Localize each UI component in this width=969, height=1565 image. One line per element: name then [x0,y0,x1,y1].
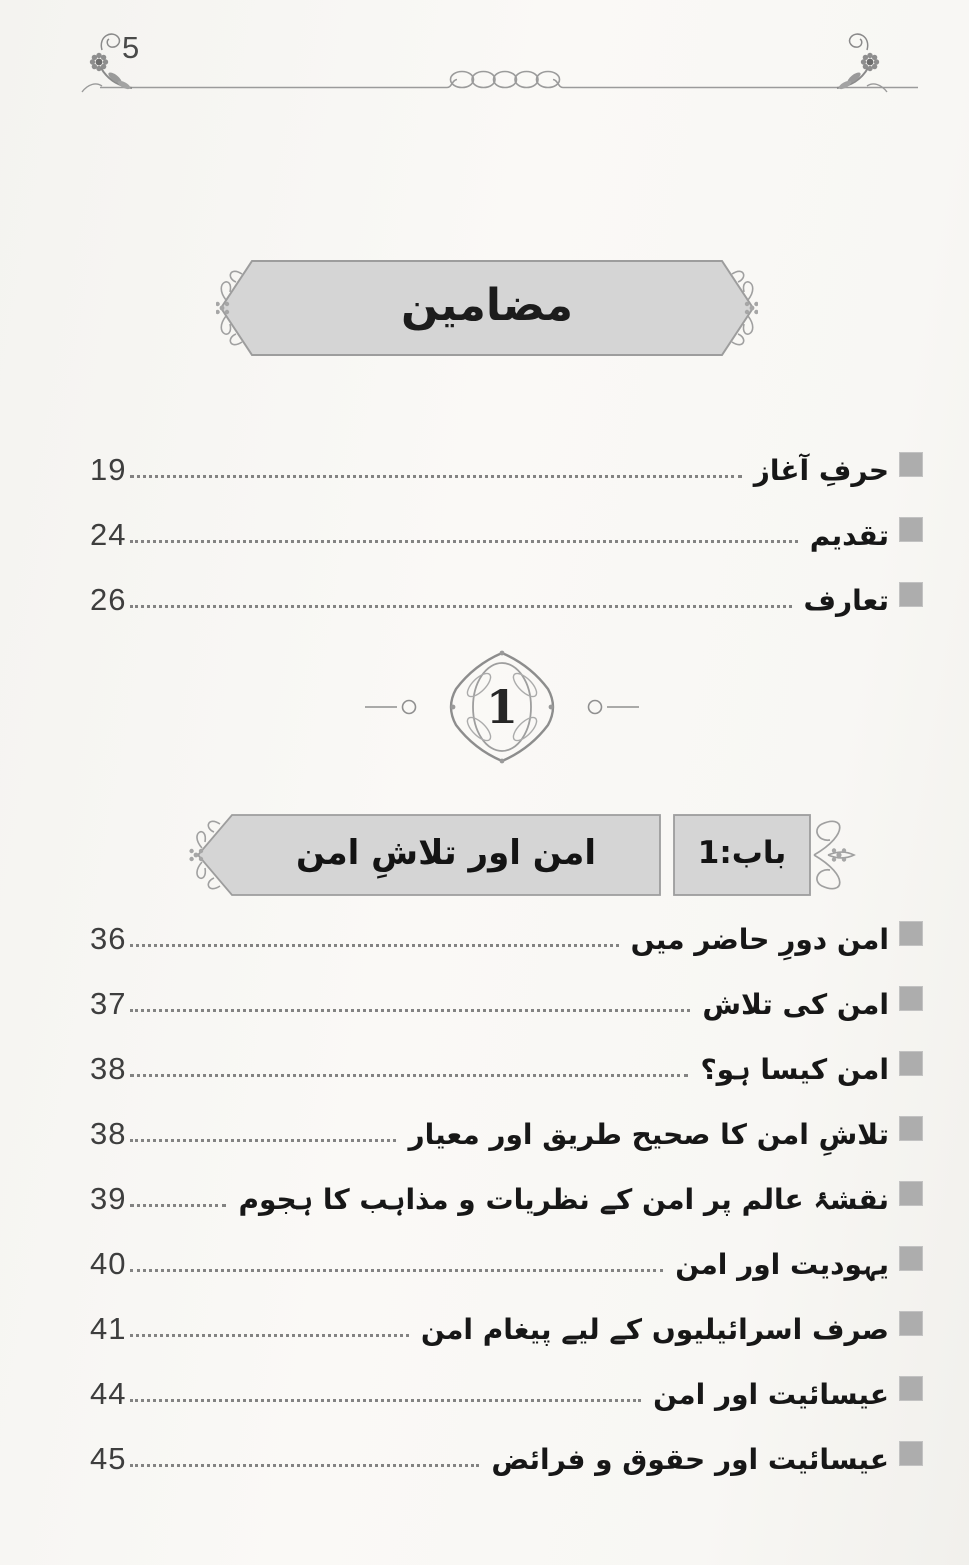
entry-bullet-icon [899,1051,923,1076]
entry-bullet-icon [899,1181,923,1206]
dotted-leader [130,1204,226,1207]
flower-ornament-right-icon [837,34,887,92]
toc-entry [0,1419,969,1484]
toc-entry [0,1224,969,1289]
chapter-number: 1 [485,680,518,734]
entry-page-number: 39 [90,1181,127,1216]
entry-page-number: 40 [90,1246,127,1281]
entry-title: نقشۂ عالم پر امن کے نظریات و مذاہب کا ہجوم [238,1183,889,1216]
entry-title: تلاشِ امن کا صحیح طریق اور معیار [408,1118,889,1151]
toc-entry [0,1354,969,1419]
toc-entry [0,495,969,560]
entry-page-number: 36 [90,921,127,956]
toc-entry [0,899,969,964]
entry-title: تقدیم [809,519,889,552]
dotted-leader [130,1269,663,1272]
toc-entry [0,560,969,625]
entry-page-number: 19 [90,452,127,487]
entry-title: یہودیت اور امن [675,1248,889,1281]
entry-page-number: 38 [90,1051,127,1086]
entry-bullet-icon [899,1441,923,1466]
entry-page-number: 44 [90,1376,127,1411]
toc-entry [0,1289,969,1354]
dotted-leader [130,1074,688,1077]
entry-bullet-icon [899,921,923,946]
entry-title: صرف اسرائیلیوں کے لیے پیغام امن [420,1313,889,1346]
contents-title: مضامین [401,279,573,331]
entry-bullet-icon [899,1376,923,1401]
entry-title: عیسائیت اور امن [653,1378,889,1411]
dotted-leader [130,1139,396,1142]
entry-bullet-icon [899,452,923,477]
dotted-leader [130,540,797,543]
entry-page-number: 38 [90,1116,127,1151]
chapter-title: امن اور تلاشِ امن [296,833,596,873]
entry-title: عیسائیت اور حقوق و فرائض [491,1443,889,1476]
entry-page-number: 37 [90,986,127,1021]
page-number: 5 [122,30,141,65]
dotted-leader [130,1334,408,1337]
toc-entry [0,1094,969,1159]
chapter-banner-ornament-right-icon [814,821,854,888]
dotted-leader [130,605,791,608]
chapter-label: باب:1 [697,835,787,871]
toc-entry [0,1029,969,1094]
toc-entry [0,430,969,495]
entry-page-number: 45 [90,1441,127,1476]
toc-entry [0,1159,969,1224]
header-rule-ornament-icon [0,0,969,120]
dotted-leader [130,475,741,478]
entry-bullet-icon [899,1311,923,1336]
chapter-contents-list [0,899,969,1484]
entry-title: تعارف [803,584,889,617]
entry-title: امن کی تلاش [702,988,889,1021]
dotted-leader [130,1399,641,1402]
entry-bullet-icon [899,1246,923,1271]
entry-page-number: 41 [90,1311,127,1346]
entry-bullet-icon [899,986,923,1011]
entry-bullet-icon [899,517,923,542]
dotted-leader [130,1009,690,1012]
entry-page-number: 24 [90,517,127,552]
front-matter-list [0,430,969,625]
entry-title: امن دورِ حاضر میں [630,923,889,956]
chapter-banner-flower-right-icon [832,848,846,861]
contents-title-banner [216,256,758,360]
dotted-leader [130,1464,479,1467]
entry-title: امن کیسا ہو؟ [700,1053,889,1086]
dotted-leader [130,944,618,947]
chapter-banner [188,812,868,898]
entry-page-number: 26 [90,582,127,617]
toc-entry [0,964,969,1029]
entry-bullet-icon [899,582,923,607]
chapter-divider [357,645,647,769]
entry-bullet-icon [899,1116,923,1141]
entry-title: حرفِ آغاز [753,454,889,487]
